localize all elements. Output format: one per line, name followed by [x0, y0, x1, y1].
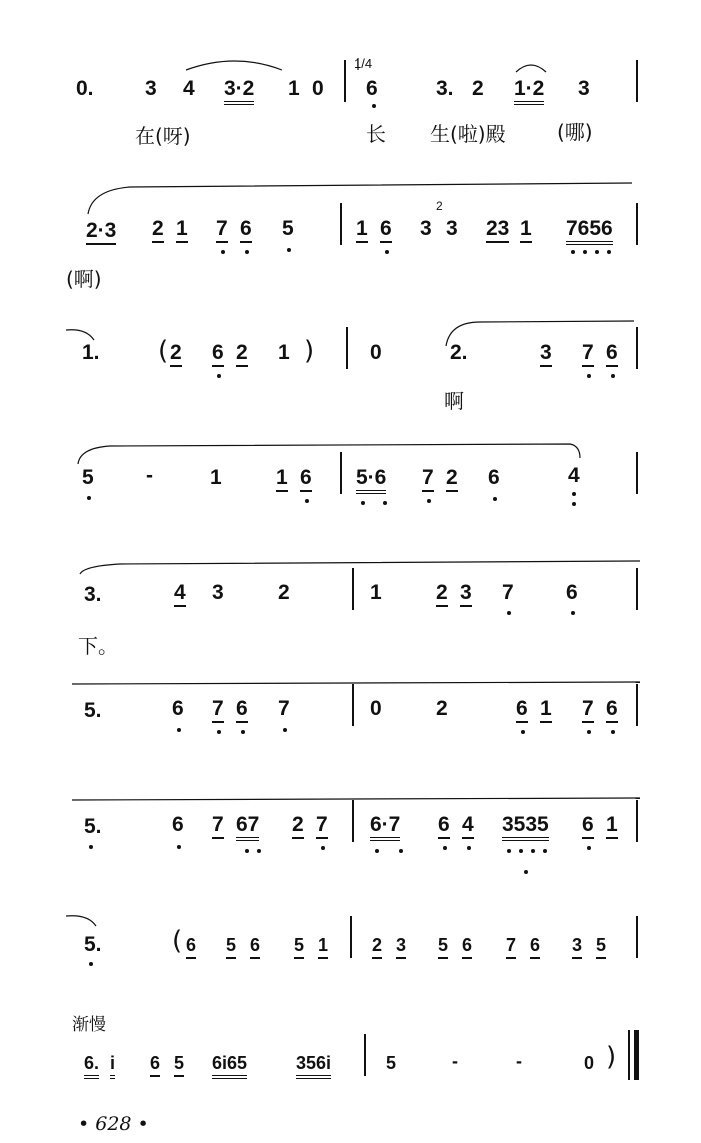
- low-octave-dot: [507, 849, 511, 853]
- bar-line: [340, 203, 342, 245]
- note: 1·2: [514, 78, 544, 105]
- note: 0: [370, 697, 382, 720]
- dash: -: [452, 1051, 458, 1071]
- note: 3: [420, 217, 432, 240]
- lyric: (啊): [66, 267, 102, 291]
- note: 6·7: [370, 814, 400, 841]
- paren-open: (: [172, 926, 183, 956]
- bar-line: [346, 327, 348, 369]
- low-octave-dot: [572, 492, 576, 496]
- note: 5.: [84, 699, 102, 722]
- bar-line: [636, 916, 638, 958]
- low-octave-dot: [587, 374, 591, 378]
- note: 6: [606, 342, 618, 367]
- bar-line: [636, 800, 638, 842]
- low-octave-dot: [177, 845, 181, 849]
- note: 1: [520, 218, 532, 243]
- bar-line: [352, 684, 354, 726]
- low-octave-dot: [607, 250, 611, 254]
- bar-line: [364, 1034, 366, 1076]
- note: 3.: [436, 77, 454, 100]
- note: 5.: [84, 933, 102, 956]
- low-octave-dot: [427, 499, 431, 503]
- note: 3: [572, 934, 582, 959]
- low-octave-dot: [89, 962, 93, 966]
- bar-line: [352, 568, 354, 610]
- low-octave-dot: [257, 849, 261, 853]
- note: 5: [226, 934, 236, 959]
- low-octave-dot: [361, 501, 365, 505]
- final-barline-thick: [634, 1030, 639, 1080]
- note: i: [110, 1052, 115, 1079]
- note: 23: [486, 218, 509, 243]
- low-octave-dot: [287, 248, 291, 252]
- grace-mark: 1/4: [354, 56, 373, 71]
- low-octave-dot: [571, 250, 575, 254]
- note: 6: [186, 934, 196, 959]
- low-octave-dot: [372, 104, 376, 108]
- low-octave-dot: [241, 730, 245, 734]
- low-octave-dot: [587, 730, 591, 734]
- low-octave-dot: [519, 849, 523, 853]
- note: 6: [300, 467, 312, 492]
- note: 6i65: [212, 1052, 247, 1079]
- lyric: 长: [366, 122, 386, 146]
- note: 6: [236, 698, 248, 723]
- note: 5: [282, 217, 294, 240]
- low-octave-dot: [87, 496, 91, 500]
- note: 2: [278, 581, 290, 604]
- note: 3: [145, 77, 157, 100]
- note: 356i: [296, 1052, 331, 1079]
- bar-line: [352, 800, 354, 842]
- bar-line: [350, 916, 352, 958]
- note: 0: [312, 77, 324, 100]
- note: 1: [276, 467, 288, 492]
- low-octave-dot: [305, 499, 309, 503]
- low-octave-dot: [177, 728, 181, 732]
- low-octave-dot: [493, 497, 497, 501]
- note: 4: [462, 814, 474, 839]
- note: 6: [212, 342, 224, 367]
- note: 3: [540, 342, 552, 367]
- low-octave-dot: [595, 250, 599, 254]
- low-octave-dot: [245, 250, 249, 254]
- note: 6: [462, 934, 472, 959]
- low-octave-dot: [543, 849, 547, 853]
- note: 6: [438, 814, 450, 839]
- low-octave-dot: [521, 730, 525, 734]
- slur: [88, 183, 632, 214]
- lyric: 下。: [78, 634, 118, 658]
- note: 3: [578, 77, 590, 100]
- note: 3: [212, 581, 224, 604]
- note: 7: [582, 342, 594, 367]
- note: 1: [318, 934, 328, 959]
- slur: [66, 916, 96, 926]
- low-octave-dot: [385, 250, 389, 254]
- note: 7656: [566, 218, 613, 245]
- bar-line: [340, 452, 342, 494]
- bar-line: [636, 684, 638, 726]
- paren-close: ): [606, 1042, 617, 1072]
- note: 2: [372, 934, 382, 959]
- dash: -: [516, 1051, 522, 1071]
- note: 2: [472, 77, 484, 100]
- bar-line: [636, 327, 638, 369]
- note: 2: [152, 218, 164, 243]
- paren-close: ): [304, 336, 315, 366]
- note: 6: [240, 218, 252, 243]
- low-octave-dot: [587, 846, 591, 850]
- note: 2: [436, 582, 448, 607]
- note: 7: [422, 467, 434, 492]
- low-octave-dot: [321, 846, 325, 850]
- low-octave-dot: [443, 846, 447, 850]
- note: 1: [540, 698, 552, 723]
- low-octave-dot: [383, 501, 387, 505]
- low-octave-dot: [611, 730, 615, 734]
- note: 2: [170, 342, 182, 367]
- low-octave-dot: [467, 846, 471, 850]
- note: 6: [366, 77, 378, 100]
- note: 67: [236, 814, 259, 841]
- note: 6: [172, 813, 184, 836]
- note: 6: [172, 697, 184, 720]
- tempo-mark: 渐慢: [72, 1015, 106, 1035]
- note: 2: [236, 342, 248, 367]
- note: 2: [446, 467, 458, 492]
- low-octave-dot: [283, 728, 287, 732]
- note: 1: [176, 218, 188, 243]
- slur: [72, 798, 640, 800]
- note: 7: [216, 218, 228, 243]
- note: 7: [316, 814, 328, 839]
- slur: [80, 561, 640, 574]
- note: 6: [488, 466, 500, 489]
- paren-open: (: [158, 336, 169, 366]
- note: 4: [183, 77, 195, 100]
- note: 1: [356, 218, 368, 243]
- note: 0: [370, 341, 382, 364]
- note: 2.: [450, 341, 468, 364]
- note: 3: [396, 934, 406, 959]
- final-barline-thin: [628, 1030, 630, 1080]
- note: 6: [150, 1052, 160, 1077]
- bar-line: [636, 60, 638, 102]
- note: 5·6: [356, 467, 386, 494]
- note: 6: [380, 218, 392, 243]
- low-octave-dot: [217, 730, 221, 734]
- low-octave-dot: [217, 374, 221, 378]
- note: 6: [606, 698, 618, 723]
- low-octave-dot: [571, 611, 575, 615]
- lyric: (哪): [557, 120, 593, 144]
- lyric: 在(呀): [135, 124, 191, 148]
- note: 3535: [502, 814, 549, 841]
- note: 2: [292, 814, 304, 839]
- slur: [72, 682, 640, 684]
- note: 7: [212, 698, 224, 723]
- note: 7: [506, 934, 516, 959]
- note: 3.: [84, 583, 102, 606]
- note: 3: [460, 582, 472, 607]
- low-octave-dot: [399, 849, 403, 853]
- note: 4: [568, 464, 580, 487]
- low-octave-dot: [524, 870, 528, 874]
- slur: [78, 444, 580, 464]
- lyric: 生(啦)殿: [430, 122, 506, 146]
- bar-line: [344, 60, 346, 102]
- low-octave-dot: [611, 374, 615, 378]
- note: 5: [596, 934, 606, 959]
- note: 7: [502, 581, 514, 604]
- note: 1: [288, 77, 300, 100]
- dash: -: [146, 464, 153, 487]
- note: 5: [386, 1053, 397, 1073]
- slur: [186, 61, 282, 70]
- page-number: • 628 •: [78, 1113, 149, 1135]
- slur: [66, 330, 94, 340]
- note: 3: [446, 217, 458, 240]
- low-octave-dot: [89, 845, 93, 849]
- note: 0: [584, 1053, 595, 1073]
- note: 1: [370, 581, 382, 604]
- note: 5.: [84, 815, 102, 838]
- low-octave-dot: [531, 849, 535, 853]
- note: 1: [606, 814, 618, 839]
- note: 7: [278, 697, 290, 720]
- lyric: 啊: [444, 389, 464, 413]
- slur: [516, 65, 546, 72]
- note: 6: [582, 814, 594, 839]
- bar-line: [636, 452, 638, 494]
- note: 5: [438, 934, 448, 959]
- grace-mark: 2: [436, 199, 443, 213]
- note: 7: [212, 814, 224, 839]
- note: 2·3: [86, 220, 116, 245]
- low-octave-dot: [507, 611, 511, 615]
- note: 4: [174, 582, 186, 607]
- note: 7: [582, 698, 594, 723]
- note: 3·2: [224, 78, 254, 105]
- note: 1: [278, 341, 290, 364]
- note: 6: [516, 698, 528, 723]
- low-octave-dot: [572, 502, 576, 506]
- low-octave-dot: [375, 849, 379, 853]
- note: 6: [566, 581, 578, 604]
- note: 5: [294, 934, 304, 959]
- note: 5: [82, 466, 94, 489]
- note: 6: [250, 934, 260, 959]
- note: 1.: [82, 341, 100, 364]
- note: 1: [210, 466, 222, 489]
- low-octave-dot: [583, 250, 587, 254]
- bar-line: [636, 568, 638, 610]
- note: 6.: [84, 1052, 99, 1079]
- note: 6: [530, 934, 540, 959]
- low-octave-dot: [221, 250, 225, 254]
- low-octave-dot: [245, 849, 249, 853]
- note: 5: [174, 1052, 184, 1077]
- bar-line: [636, 203, 638, 245]
- note: 0.: [76, 77, 94, 100]
- note: 2: [436, 697, 448, 720]
